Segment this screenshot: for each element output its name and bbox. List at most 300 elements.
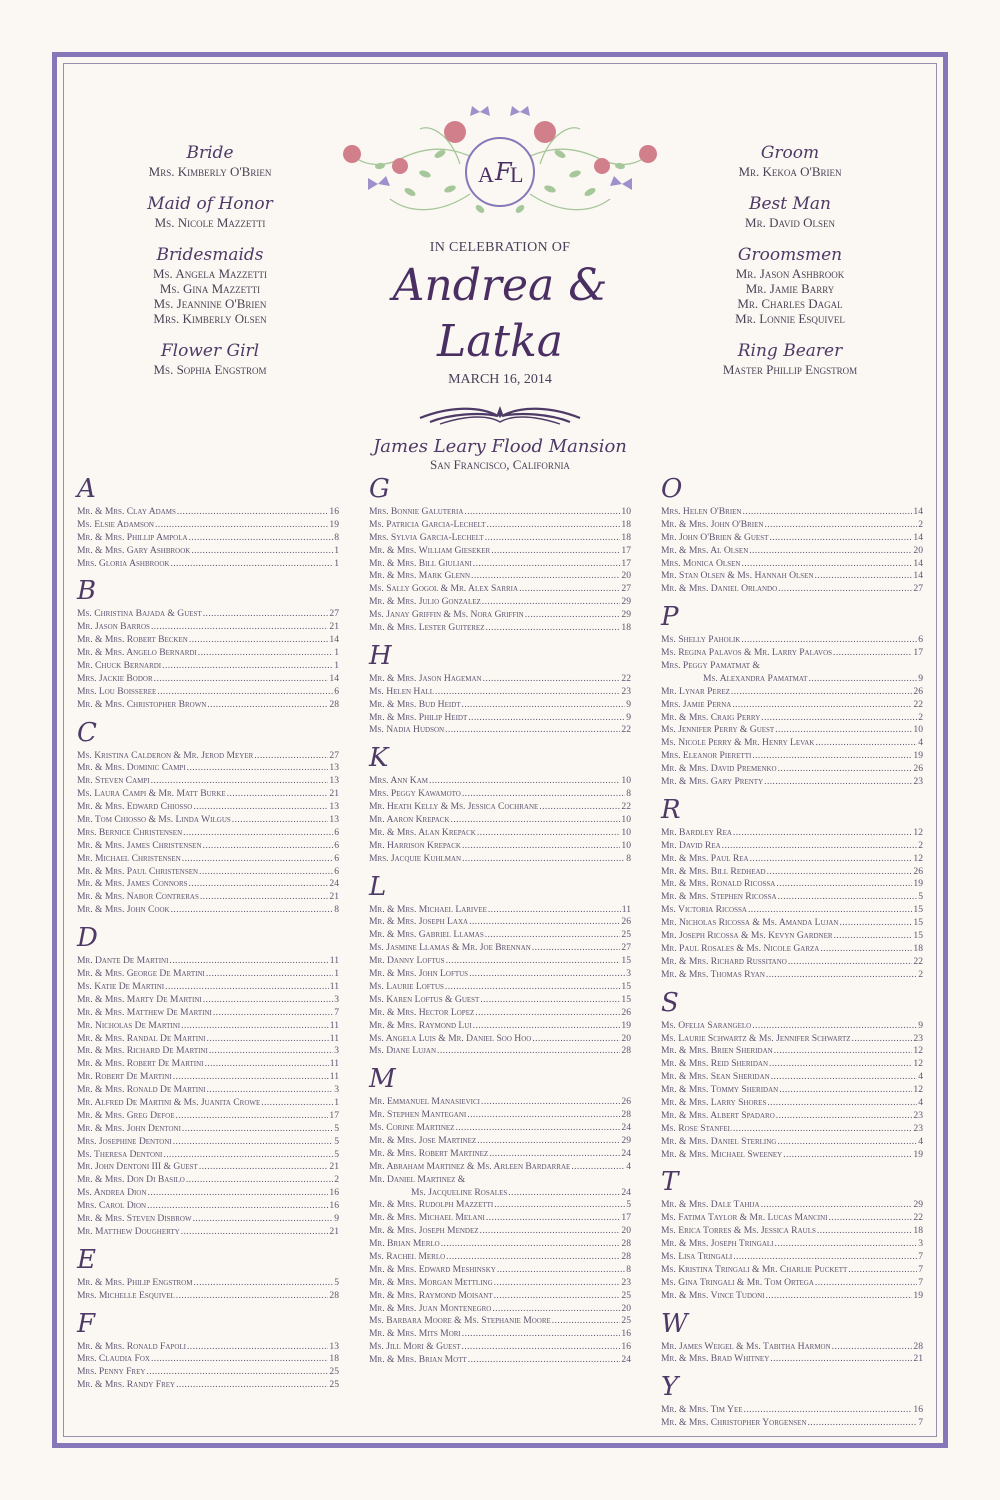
table-number: 18 — [913, 942, 923, 954]
dot-leader — [462, 1341, 621, 1354]
guest-row — [77, 519, 339, 532]
table-number: 5 — [334, 1148, 339, 1160]
table-number: 18 — [329, 1353, 339, 1365]
guest-row — [369, 1225, 631, 1238]
dot-leader — [469, 968, 625, 981]
table-number: 8 — [626, 1263, 631, 1275]
guest-name: Mr. & Mrs. Clay Adams — [77, 506, 176, 517]
guest-name: Mr. Paul Rosales & Ms. Nicole Garza — [661, 942, 820, 954]
table-number: 2 — [334, 1174, 339, 1186]
guest-row — [661, 943, 923, 956]
table-number: 12 — [913, 1045, 923, 1057]
guest-row — [369, 916, 631, 929]
dot-leader — [203, 608, 329, 621]
guest-name: Mr. & Mrs. Gary Ashbrook — [77, 544, 191, 556]
table-number: 25 — [621, 1315, 631, 1327]
dot-leader — [462, 1328, 621, 1341]
guest-row — [369, 532, 631, 545]
dot-leader — [467, 1109, 620, 1122]
dot-leader — [206, 1033, 328, 1046]
table-number: 28 — [621, 1238, 631, 1250]
guest-row — [661, 634, 923, 647]
dot-leader — [163, 1149, 333, 1162]
guest-name: Ms. Jasmine Llamas & Mr. Joe Brennan — [369, 942, 531, 954]
guest-name: Ms. Alexandra Pamatmat — [703, 672, 808, 684]
dot-leader — [151, 1353, 328, 1366]
dot-leader — [189, 878, 329, 891]
guest-row — [661, 532, 923, 545]
dot-leader — [839, 917, 912, 930]
section-letter: B — [77, 576, 97, 607]
dot-leader — [497, 1264, 625, 1277]
dot-leader — [820, 943, 912, 956]
dot-leader — [722, 840, 918, 853]
guest-name: Mr. & Mrs. Julio Gonzalez — [369, 596, 481, 608]
guest-row — [77, 634, 339, 647]
dot-leader — [733, 827, 912, 840]
guest-row — [661, 583, 923, 596]
table-number: 10 — [621, 506, 631, 517]
table-number: 6 — [334, 826, 339, 838]
dot-leader — [761, 1199, 913, 1212]
dot-leader — [767, 1097, 917, 1110]
guest-name: Ms. Lisa Tringali — [661, 1250, 733, 1262]
guest-name: Ms. Jacqueline Rosales — [411, 1186, 508, 1198]
guest-name: Mr. Daniel Martinez & — [369, 1173, 466, 1185]
dot-leader — [209, 1045, 333, 1058]
guest-row — [369, 994, 631, 1007]
table-number: 7 — [918, 1417, 923, 1429]
dot-leader — [848, 1264, 917, 1277]
guest-row — [661, 1058, 923, 1071]
table-number: 29 — [913, 1199, 923, 1211]
guest-name: Ms. Rose Stanfel — [661, 1122, 732, 1134]
celebration-line: IN CELEBRATION OF — [429, 240, 571, 255]
guest-row — [77, 1097, 339, 1110]
table-number: 19 — [913, 1148, 923, 1160]
guest-row — [369, 1096, 631, 1109]
dot-leader — [778, 891, 918, 904]
dot-leader — [471, 570, 620, 583]
table-number: 26 — [913, 685, 923, 697]
guest-row — [369, 801, 631, 814]
guest-name: Ms. Kristina Tringali & Mr. Charlie Puckett — [661, 1263, 848, 1275]
guest-name: Ms. Andrea Dion — [77, 1187, 147, 1199]
dot-leader — [193, 1277, 333, 1290]
guest-row — [369, 1264, 631, 1277]
dot-leader — [477, 827, 621, 840]
dot-leader — [148, 1187, 329, 1200]
table-number: 1 — [334, 544, 339, 556]
guest-row — [77, 1174, 339, 1187]
dot-leader — [741, 634, 917, 647]
guest-name: Mr. & Mrs. Joseph Tringali — [661, 1238, 774, 1250]
guest-name: Mr. Harrison Krepack — [369, 839, 461, 851]
table-number: 10 — [621, 839, 631, 851]
table-number: 23 — [913, 776, 923, 788]
dot-leader — [815, 737, 917, 750]
dot-leader — [777, 1136, 917, 1149]
dot-leader — [173, 1136, 333, 1149]
guest-row — [369, 929, 631, 942]
guest-row — [369, 1045, 631, 1058]
table-number: 9 — [918, 1019, 923, 1031]
event-date: MARCH 16, 2014 — [448, 372, 552, 387]
table-number: 25 — [329, 1379, 339, 1391]
guest-row — [369, 968, 631, 981]
guest-name: Mr. Stephen Mantegani — [369, 1109, 467, 1121]
dot-leader — [485, 622, 620, 635]
guest-name: Mrs. Sylvia Garcia-Lechelt — [369, 531, 484, 543]
dot-leader — [771, 1071, 918, 1084]
guest-name: Mr. Tom Chiosso & Ms. Linda Wilgus — [77, 814, 231, 826]
guest-name: Mr. Jason Barros — [77, 621, 150, 633]
guest-row — [369, 1238, 631, 1251]
table-number: 3 — [334, 1045, 339, 1057]
guest-column-3 — [661, 474, 923, 1430]
section-letter: K — [369, 743, 389, 774]
dot-leader — [778, 763, 913, 776]
guest-name: Ms. Elsie Adamson — [77, 518, 154, 530]
table-number: 22 — [913, 1212, 923, 1224]
guest-row — [369, 558, 631, 571]
dot-leader — [207, 699, 328, 712]
table-number: 10 — [621, 826, 631, 838]
guest-name: Mrs. Jackie Bodor — [77, 672, 153, 684]
dot-leader — [748, 904, 912, 917]
table-number: 6 — [334, 852, 339, 864]
dot-leader — [775, 724, 912, 737]
guest-name: Ms. Gina Tringali & Mr. Tom Ortega — [661, 1276, 814, 1288]
dot-leader — [769, 1058, 912, 1071]
section-letter: M — [369, 1064, 396, 1095]
table-number: 2 — [918, 518, 923, 530]
guest-row — [661, 840, 923, 853]
table-number: 13 — [329, 1340, 339, 1352]
dot-leader — [532, 942, 621, 955]
dot-leader — [492, 1303, 620, 1316]
guest-name: Mr. & Mrs. Nabor Contreras — [77, 891, 199, 903]
guest-row — [661, 891, 923, 904]
guest-row — [661, 969, 923, 982]
table-number: 11 — [329, 980, 339, 992]
role-heading: Bride — [186, 143, 234, 163]
guest-row — [369, 904, 631, 917]
guest-row — [369, 814, 631, 827]
dot-leader — [765, 1290, 912, 1303]
table-number: 6 — [334, 865, 339, 877]
guest-row — [77, 660, 339, 673]
dot-leader — [429, 775, 620, 788]
guest-name: Mr. & Mrs. Hector Lopez — [369, 1006, 475, 1018]
guest-name: Mr. & Mrs. Albert Spadaro — [661, 1109, 775, 1121]
table-number: 18 — [621, 531, 631, 543]
dot-leader — [519, 583, 620, 596]
guest-name: Mr. & Mrs. Michael Melani — [369, 1212, 485, 1224]
table-number: 2 — [918, 839, 923, 851]
table-number: 6 — [918, 634, 923, 646]
table-number: 8 — [334, 531, 339, 543]
guest-row — [77, 1110, 339, 1123]
guest-name: Ms. Christina Bajada & Guest — [77, 608, 202, 620]
guest-row — [661, 1277, 923, 1290]
table-number: 11 — [329, 1032, 339, 1044]
guest-row — [661, 647, 923, 660]
guest-row — [369, 981, 631, 994]
table-number: 28 — [329, 1289, 339, 1301]
guest-name: Mr. & Mrs. Michael Larivee — [369, 903, 487, 915]
guest-row — [661, 1225, 923, 1238]
dot-leader — [193, 801, 328, 814]
guest-row — [369, 1187, 631, 1200]
dot-leader — [176, 1379, 328, 1392]
guest-name: Mr. Brian Merlo — [369, 1238, 440, 1250]
dot-leader — [232, 814, 329, 827]
section-letter: W — [661, 1308, 688, 1339]
table-number: 10 — [621, 775, 631, 787]
dot-leader — [189, 532, 334, 545]
guest-name: Mr. & Mrs. Ronald Ricossa — [661, 878, 776, 890]
table-number: 26 — [621, 916, 631, 928]
dot-leader — [485, 929, 621, 942]
guest-row — [369, 1020, 631, 1033]
table-number: 7 — [918, 1263, 923, 1275]
table-number: 13 — [329, 814, 339, 826]
guest-name: Ms. Regina Palavos & Mr. Larry Palavos — [661, 647, 833, 659]
dot-leader — [171, 904, 334, 917]
dot-leader — [808, 1417, 918, 1430]
guest-row — [77, 1161, 339, 1174]
guest-name: Mr. & Mrs. Al Olsen — [661, 544, 749, 556]
guest-row — [77, 853, 339, 866]
table-number: 20 — [621, 570, 631, 582]
dot-leader — [749, 545, 912, 558]
guest-name: Mr. & Mrs. Juan Montenegro — [369, 1302, 492, 1314]
role-heading: Best Man — [748, 194, 831, 214]
role-heading: Maid of Honor — [147, 194, 273, 214]
dot-leader — [203, 840, 334, 853]
guest-name: Mrs. Claudia Fox — [77, 1353, 150, 1365]
table-number: 17 — [913, 647, 923, 659]
guest-row — [369, 1007, 631, 1020]
table-number: 9 — [918, 672, 923, 684]
dot-leader — [525, 609, 621, 622]
guest-name: Mr. & Mrs. Greg Defoe — [77, 1109, 175, 1121]
guest-row — [369, 1122, 631, 1135]
guest-row — [369, 1328, 631, 1341]
guest-name: Mrs. Eleanor Pieretti — [661, 750, 752, 762]
dot-leader — [186, 1174, 333, 1187]
guest-row — [77, 1379, 339, 1392]
table-number: 17 — [329, 1109, 339, 1121]
dot-leader — [477, 1135, 620, 1148]
dot-leader — [767, 866, 913, 879]
section-letter: O — [661, 474, 683, 504]
guest-row — [369, 545, 631, 558]
floral-monogram-crest — [340, 104, 660, 234]
dot-leader — [462, 840, 620, 853]
guest-row — [369, 1303, 631, 1316]
guest-row — [661, 699, 923, 712]
table-number: 12 — [913, 1084, 923, 1096]
table-number: 22 — [621, 801, 631, 813]
guest-row — [661, 956, 923, 969]
guest-name: Ms. Sally Gogol & Mr. Alex Sarria — [369, 583, 519, 595]
table-number: 16 — [621, 1328, 631, 1340]
guest-row — [369, 1315, 631, 1328]
dot-leader — [451, 814, 621, 827]
guest-name: Mr. & Mrs. Reid Sheridan — [661, 1058, 769, 1070]
dot-leader — [464, 506, 620, 519]
guest-name: Mr. John Dentoni III & Guest — [77, 1161, 198, 1173]
guest-name: Mr. & Mrs. Paul Rea — [661, 852, 749, 864]
dot-leader — [475, 1007, 620, 1020]
section-letter: C — [77, 717, 97, 748]
guest-name: Ms. Kristina Calderon & Mr. Jerod Meyer — [77, 749, 254, 761]
guest-name: Mr. & Mrs. Robert De Martini — [77, 1058, 204, 1070]
dot-leader — [508, 1187, 620, 1200]
party-member-name: Ms. Jeannine O'Brien — [153, 296, 267, 311]
guest-row — [661, 750, 923, 763]
dot-leader — [483, 673, 621, 686]
guest-name: Mr. James Weigel & Ms. Tabitha Harmon — [661, 1340, 831, 1352]
dot-leader — [147, 1200, 328, 1213]
dot-leader — [187, 1341, 328, 1354]
dot-leader — [193, 1213, 334, 1226]
guest-name: Mr. Danny Loftus — [369, 955, 445, 967]
guest-name: Mr. & Mrs. David Premenko — [661, 763, 777, 775]
guest-row — [369, 519, 631, 532]
table-number: 22 — [621, 724, 631, 736]
table-number: 9 — [334, 1212, 339, 1224]
dot-leader — [473, 558, 621, 571]
guest-name: Mr. & Mrs. Joseph Mendez — [369, 1225, 479, 1237]
guest-row — [369, 1174, 631, 1187]
section-letter: F — [77, 1308, 96, 1339]
guest-name: Mr. Joseph Ricossa & Ms. Kevyn Gardner — [661, 930, 833, 942]
guest-name: Mrs. Jamie Perna — [661, 698, 732, 710]
guest-name: Ms. Laurie Schwartz & Ms. Jennifer Schwartz — [661, 1032, 851, 1044]
table-number: 4 — [918, 737, 923, 749]
table-number: 6 — [334, 839, 339, 851]
table-number: 21 — [329, 1161, 339, 1173]
guest-name: Mr. & Mrs. Craig Perry — [661, 711, 761, 723]
guest-name: Mr. & Mrs. Daniel Sterling — [661, 1135, 777, 1147]
guest-name: Mrs. Josephine Dentoni — [77, 1135, 172, 1147]
guest-row — [77, 981, 339, 994]
table-number: 28 — [329, 698, 339, 710]
guest-name: Ms. Jill Mori & Guest — [369, 1341, 461, 1353]
dot-leader — [491, 545, 620, 558]
guest-row — [77, 891, 339, 904]
guest-row — [77, 1366, 339, 1379]
guest-row — [369, 583, 631, 596]
monogram-letter-l: L — [510, 162, 524, 187]
guest-name: Mrs. Penny Frey — [77, 1366, 146, 1378]
dot-leader — [775, 1238, 918, 1251]
party-member-name: Mr. Lonnie Esquivel — [735, 311, 845, 326]
guest-name: Mr. & Mrs. James Connors — [77, 878, 188, 890]
dot-leader — [788, 956, 913, 969]
guest-name: Mr. & Mrs. Ronald De Martini — [77, 1084, 206, 1096]
table-number: 1 — [334, 660, 339, 672]
guest-name: Mr. Abraham Martinez & Ms. Arleen Bardarrae — [369, 1160, 571, 1172]
dot-leader — [852, 1033, 913, 1046]
dot-leader — [206, 968, 333, 981]
dot-leader — [552, 1315, 621, 1328]
guest-name: Mr. & Mrs. Christopher Yorgensen — [661, 1417, 807, 1429]
dot-leader — [189, 634, 329, 647]
guest-name: Mr. Chuck Bernardi — [77, 660, 162, 672]
dot-leader — [482, 596, 621, 609]
table-number: 11 — [329, 1058, 339, 1070]
guest-row — [77, 1213, 339, 1226]
table-number: 4 — [918, 1096, 923, 1108]
event-header — [330, 240, 670, 473]
dot-leader — [446, 1251, 620, 1264]
guest-column-1 — [77, 474, 339, 1392]
table-number: 21 — [329, 621, 339, 633]
table-number: 2 — [918, 968, 923, 980]
guest-name: Mr. Heath Kelly & Ms. Jessica Cochrane — [369, 801, 539, 813]
section-letter: L — [369, 871, 387, 902]
role-heading: Groomsmen — [737, 245, 843, 265]
table-number: 19 — [913, 1289, 923, 1301]
table-number: 15 — [621, 980, 631, 992]
table-number: 2 — [918, 711, 923, 723]
guest-name: Mr. & Mrs. Gary Prenty — [661, 776, 764, 788]
venue-name: James Leary Flood Mansion — [373, 436, 627, 457]
party-member-name: Ms. Sophia Engstrom — [153, 362, 267, 377]
table-number: 25 — [329, 1366, 339, 1378]
guest-name: Mr. & Mrs. Jose Martinez — [369, 1134, 477, 1146]
guest-name: Ms. Angela Luis & Mr. Daniel Soo Hoo — [369, 1032, 532, 1044]
guest-row — [77, 866, 339, 879]
guest-row — [77, 1020, 339, 1033]
dot-leader — [833, 647, 912, 660]
guest-row — [369, 1290, 631, 1303]
table-number: 28 — [621, 1250, 631, 1262]
guest-name: Mr. & Mrs. Robert Becken — [77, 634, 188, 646]
table-number: 16 — [913, 1404, 923, 1416]
guest-row — [77, 1123, 339, 1136]
party-member-name: Mr. Jason Ashbrook — [735, 266, 845, 281]
table-number: 20 — [621, 1302, 631, 1314]
guest-row — [661, 904, 923, 917]
table-number: 12 — [913, 852, 923, 864]
table-number: 23 — [913, 1122, 923, 1134]
table-number: 21 — [329, 891, 339, 903]
guest-row — [369, 1161, 631, 1174]
guest-row — [77, 904, 339, 917]
guest-row — [77, 955, 339, 968]
table-number: 17 — [621, 1212, 631, 1224]
table-number: 20 — [621, 1225, 631, 1237]
table-number: 27 — [329, 608, 339, 620]
table-number: 23 — [621, 1276, 631, 1288]
guest-name: Mr. Robert De Martini — [77, 1071, 172, 1083]
party-member-name: Mrs. Kimberly Olsen — [153, 311, 267, 326]
guest-row — [661, 1341, 923, 1354]
guest-name: Mr. & Mrs. Vince Tudoni — [661, 1289, 765, 1301]
dot-leader — [494, 1290, 621, 1303]
dot-leader — [815, 1277, 917, 1290]
guest-name: Ms. Erica Torres & Ms. Jessica Rauls — [661, 1225, 816, 1237]
guest-name: Ms. Fatima Taylor & Mr. Lucas Mancini — [661, 1212, 828, 1224]
guest-row — [661, 1084, 923, 1097]
guest-row — [77, 608, 339, 621]
guest-row — [661, 1097, 923, 1110]
